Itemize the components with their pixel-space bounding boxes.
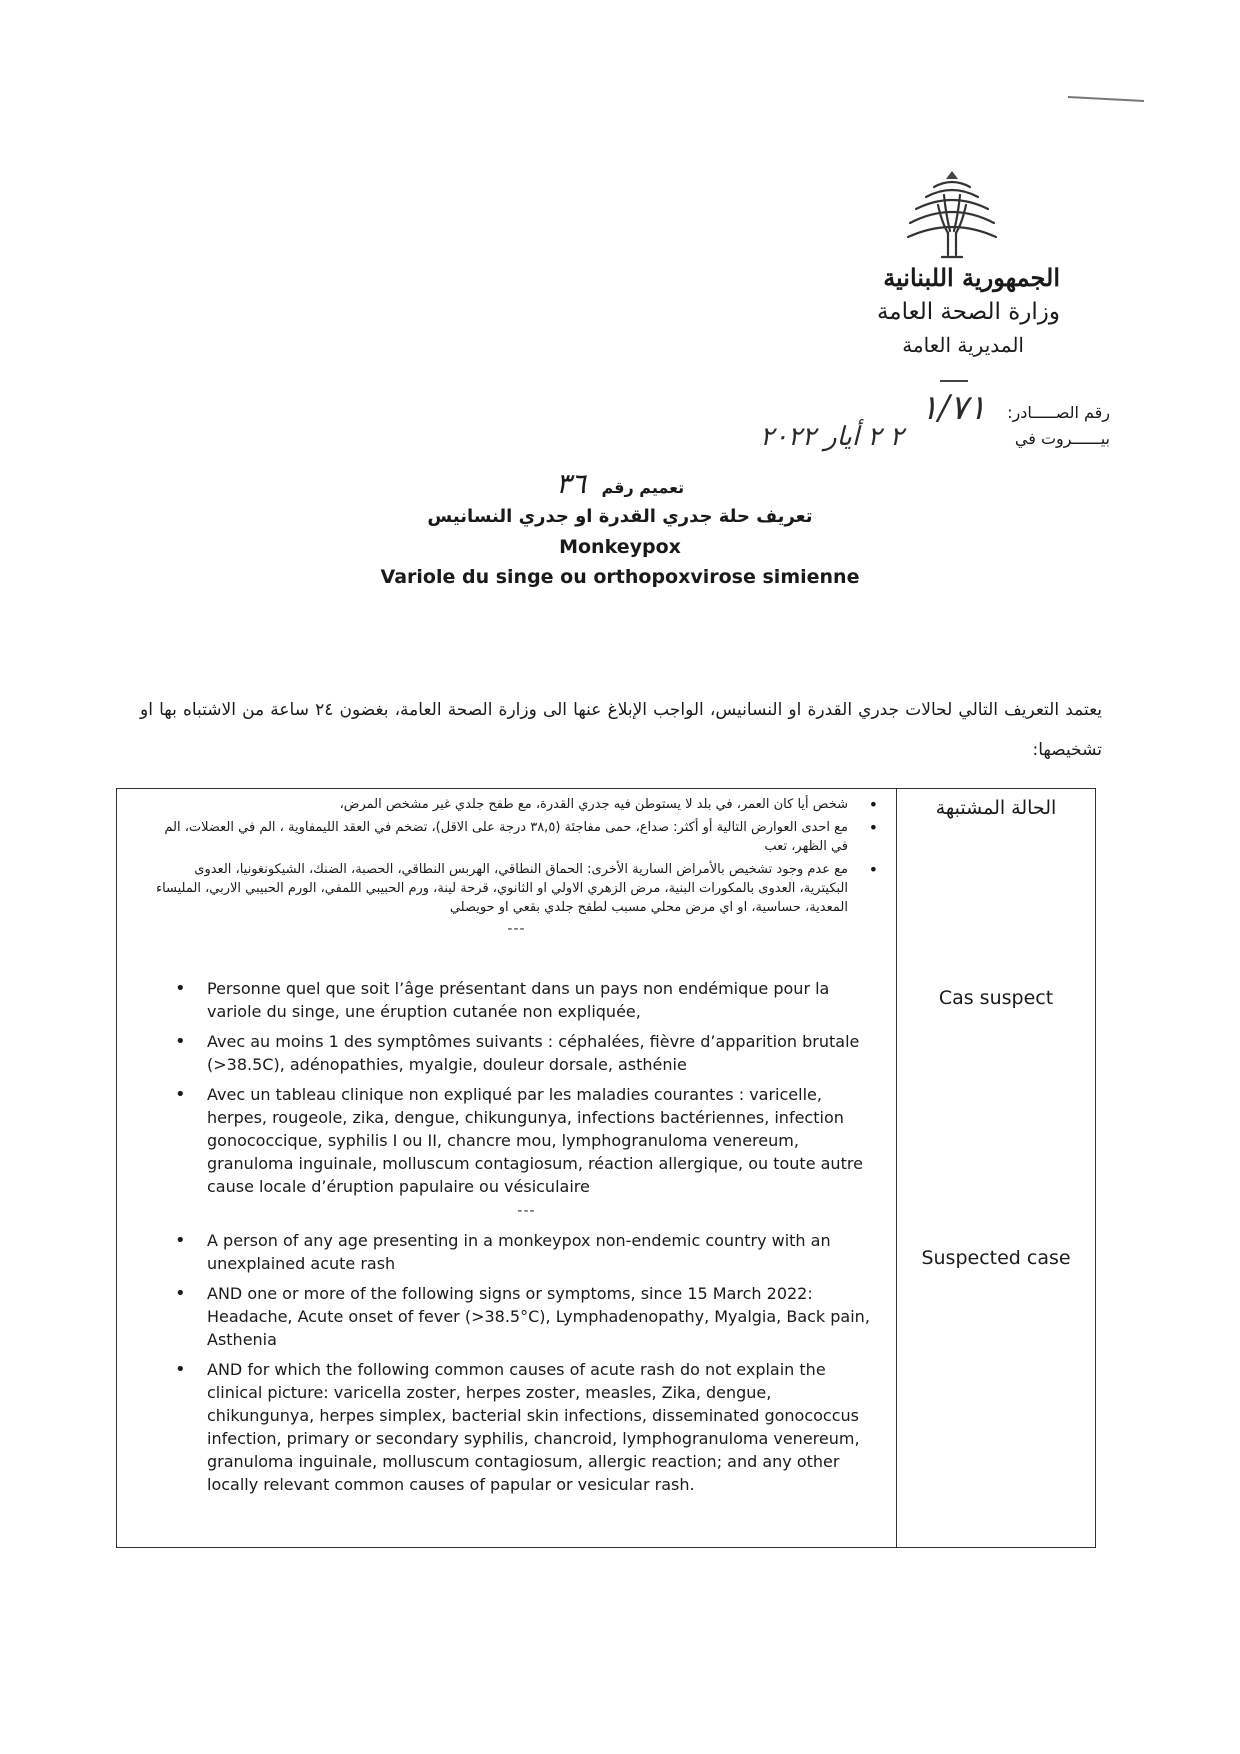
handwritten-outgoing-number: ١/٧١ bbox=[920, 388, 987, 428]
arabic-criterion: • مع عدم وجود تشخيص بالأمراض السارية الأخرى: الحماق النطاقي، الهربس النطاقي، الحصبة، الضنك، الشيكونغونيا، العدوى البكيترية، العدوى بالمكورات البنية، مرض الزهري الاولي او الثانوي، قرحة لينة، ورم الحبيبي اللمفي، الورم الحبيبي الاربي، المليساء المعدية، حساسية، او اي مرض محلي مسبب لطفح جلدي بقعي او حويصلي bbox=[147, 860, 886, 917]
scan-artifact-line bbox=[1068, 96, 1144, 102]
place-date-label: بيــــــروت في bbox=[1014, 429, 1110, 448]
case-definition-table bbox=[116, 788, 1096, 1548]
arabic-criterion: • مع احدى العوارض التالية أو أكثر: صداع، حمى مفاجئة (٣٨,٥ درجة على الاقل)، تضخم في العقد الليمفاوية ، الم في العضلات، الم في الظهر، تعب bbox=[147, 818, 886, 856]
definition-english-section bbox=[117, 1223, 896, 1496]
case-label-arabic: الحالة المشتبهة bbox=[935, 797, 1057, 819]
case-label-column bbox=[897, 789, 1095, 1547]
handwritten-dash bbox=[940, 380, 968, 382]
english-criterion: • AND for which the following common causes of acute rash do not explain the clinical picture: varicella zoster, herpes zoster, measles, Zika, dengue, chikungunya, herpes simplex, bacterial skin infections, disseminated gonococcus infection, primary or secondary syphilis, chancroid, lymphogranuloma venereum, granuloma inguinale, molluscum contagiosum, allergic reaction; and any other locally relevant common causes of papular or vesicular rash. bbox=[175, 1358, 878, 1496]
french-criterion: • Personne quel que soit l’âge présentant dans un pays non endémique pour la variole du singe, une éruption cutanée non expliquée, bbox=[175, 977, 878, 1023]
letterhead bbox=[700, 262, 1060, 360]
case-label-english: Suspected case bbox=[921, 1247, 1071, 1269]
ministry-name: وزارة الصحة العامة bbox=[876, 299, 1060, 325]
case-label-french: Cas suspect bbox=[938, 987, 1054, 1009]
title-french: Variole du singe ou orthopoxvirose simienne bbox=[380, 566, 860, 588]
directorate-name: المديرية العامة bbox=[902, 333, 1024, 357]
handwritten-date: ٢ ٢ أيار ٢٠٢٢ bbox=[760, 422, 904, 452]
reference-block bbox=[940, 400, 1110, 452]
definition-french-section bbox=[117, 967, 896, 1223]
french-criterion: • Avec au moins 1 des symptômes suivants : céphalées, fièvre d’apparition brutale (>38.5C), adénopathies, myalgie, douleur dorsale, asthénie bbox=[175, 1030, 878, 1076]
section-separator: --- bbox=[507, 921, 526, 937]
outgoing-number-label: رقم الصـــــادر: bbox=[1007, 403, 1110, 422]
intro-paragraph: يعتمد التعريف التالي لحالات جدري القدرة او النسانيس، الواجب الإبلاغ عنها الى وزارة الصحة العامة، بغضون ٢٤ ساعة من الاشتباه بها او تشخيصها: bbox=[140, 700, 1103, 760]
section-separator: --- bbox=[517, 1203, 536, 1219]
french-criterion: • Avec un tableau clinique non expliqué par les maladies courantes : varicelle, herpes, rougeole, zika, dengue, chikungunya, infections bactériennes, infection gonococcique, syphilis I ou II, chancre mou, lymphogranuloma venereum, granuloma inguinale, molluscum contagiosum, réaction allergique, ou toute autre cause locale d’éruption papulaire ou vésiculaire bbox=[175, 1083, 878, 1198]
circular-titles bbox=[300, 467, 940, 592]
english-criterion: • A person of any age presenting in a monkeypox non-endemic country with an unexplained acute rash bbox=[175, 1229, 878, 1275]
definition-content-column bbox=[117, 789, 897, 1547]
circular-number-handwritten: ٣٦ bbox=[555, 467, 586, 500]
cedar-emblem-icon bbox=[902, 165, 1002, 265]
title-arabic: تعريف حلة جدري القدرة او جدري النسانيس bbox=[427, 506, 813, 527]
english-criterion: • AND one or more of the following signs or symptoms, since 15 March 2022: Headache, Acute onset of fever (>38.5°C), Lymphadenopathy, Myalgia, Back pain, Asthenia bbox=[175, 1282, 878, 1351]
french-criteria-list bbox=[175, 977, 878, 1198]
circular-number-line bbox=[300, 467, 940, 502]
english-criteria-list bbox=[175, 1229, 878, 1496]
title-english: Monkeypox bbox=[559, 536, 681, 558]
arabic-criterion: • شخص أيا كان العمر، في بلد لا يستوطن فيه جدري القدرة، مع طفح جلدي غير مشخص المرض، bbox=[147, 795, 886, 814]
arabic-criteria-list bbox=[147, 795, 886, 917]
definition-arabic-section bbox=[117, 789, 896, 967]
republic-name: الجمهورية اللبنانية bbox=[883, 263, 1060, 292]
circular-label: تعميم رقم bbox=[601, 478, 685, 497]
